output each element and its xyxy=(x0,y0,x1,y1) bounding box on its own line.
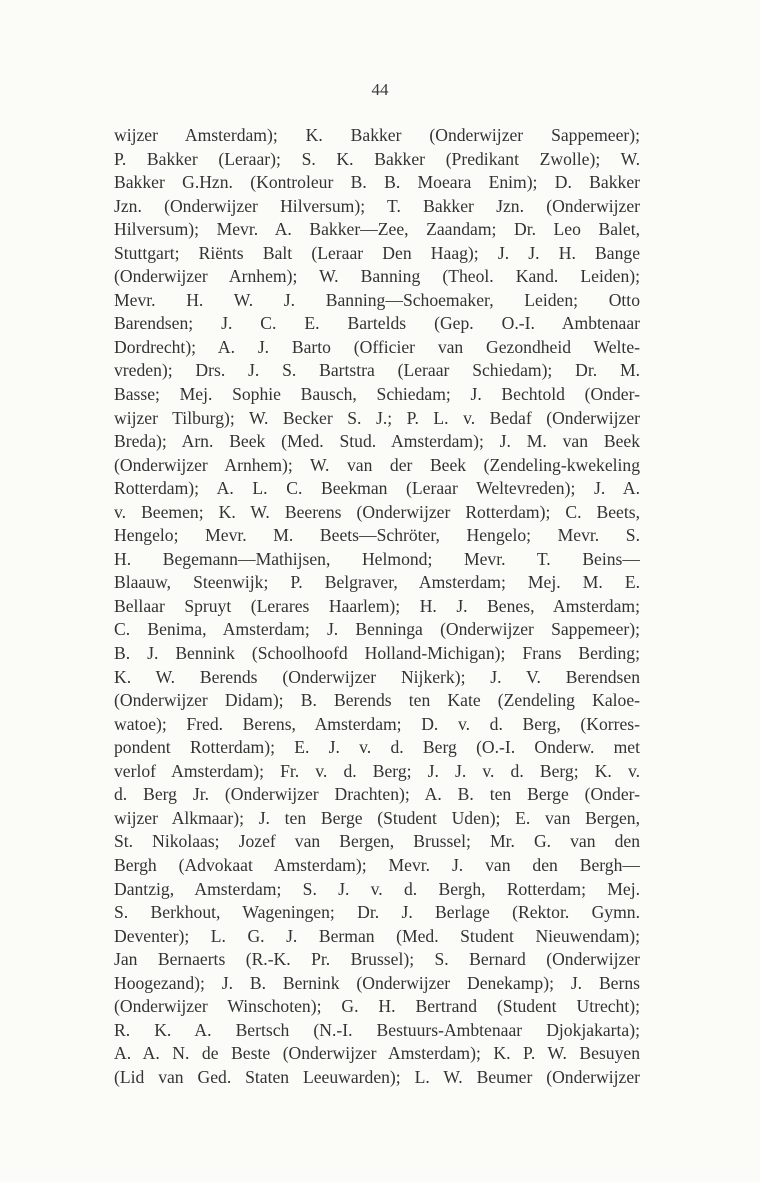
text-line: watoe); Fred. Berens, Amsterdam; D. v. d. Berg, (Korres- xyxy=(114,713,640,734)
text-line: St. Nikolaas; Jozef van Bergen, Brussel; Mr. G. van den xyxy=(114,831,640,852)
text-line: Deventer); L. G. J. Berman (Med. Student Nieuwendam); xyxy=(114,925,640,946)
text-line: Jzn. (Onderwijzer Hilversum); T. Bakker Jzn. (Onderwijzer xyxy=(114,195,640,216)
text-line: Rotterdam); A. L. C. Beekman (Leraar Weltevreden); J. A. xyxy=(114,478,640,499)
text-line: Breda); Arn. Beek (Med. Stud. Amsterdam); J. M. van Beek xyxy=(114,431,640,452)
text-line: Dordrecht); A. J. Barto (Officier van Gezondheid Welte- xyxy=(114,336,640,357)
text-line: B. J. Bennink (Schoolhoofd Holland-Michigan); Frans Berding; xyxy=(114,643,640,664)
text-line: (Onderwijzer Arnhem); W. Banning (Theol. Kand. Leiden); xyxy=(114,266,640,287)
text-line: Bergh (Advokaat Amsterdam); Mevr. J. van den Bergh— xyxy=(114,854,640,875)
text-line: wijzer Tilburg); W. Becker S. J.; P. L. v. Bedaf (Onderwijzer xyxy=(114,407,640,428)
text-line: Hilversum); Mevr. A. Bakker—Zee, Zaandam; Dr. Leo Balet, xyxy=(114,219,640,240)
text-line: S. Berkhout, Wageningen; Dr. J. Berlage (Rektor. Gymn. xyxy=(114,902,640,923)
text-line: Mevr. H. W. J. Banning—Schoemaker, Leiden; Otto xyxy=(114,289,640,310)
text-line: Blaauw, Steenwijk; P. Belgraver, Amsterdam; Mej. M. E. xyxy=(114,572,640,593)
text-line: d. Berg Jr. (Onderwijzer Drachten); A. B. ten Berge (Onder- xyxy=(114,784,640,805)
text-line: (Lid van Ged. Staten Leeuwarden); L. W. Beumer (Onderwijzer xyxy=(114,1066,640,1087)
text-line: H. Begemann—Mathijsen, Helmond; Mevr. T. Beins— xyxy=(114,548,640,569)
text-line: pondent Rotterdam); E. J. v. d. Berg (O.-I. Onderw. met xyxy=(114,737,640,758)
body-text xyxy=(114,124,640,1089)
text-line: Basse; Mej. Sophie Bausch, Schiedam; J. Bechtold (Onder- xyxy=(114,384,640,405)
text-line: Hengelo; Mevr. M. Beets—Schröter, Hengelo; Mevr. S. xyxy=(114,525,640,546)
text-line: Stuttgart; Riënts Balt (Leraar Den Haag); J. J. H. Bange xyxy=(114,242,640,263)
text-line: (Onderwijzer Winschoten); G. H. Bertrand (Student Utrecht); xyxy=(114,996,640,1017)
text-line: Bellaar Spruyt (Lerares Haarlem); H. J. Benes, Amsterdam; xyxy=(114,595,640,616)
text-line: (Onderwijzer Didam); B. Berends ten Kate (Zendeling Kaloe- xyxy=(114,690,640,711)
text-line: Dantzig, Amsterdam; S. J. v. d. Bergh, Rotterdam; Mej. xyxy=(114,878,640,899)
text-line: v. Beemen; K. W. Beerens (Onderwijzer Rotterdam); C. Beets, xyxy=(114,501,640,522)
text-line: wijzer Alkmaar); J. ten Berge (Student Uden); E. van Bergen, xyxy=(114,807,640,828)
text-line: verlof Amsterdam); Fr. v. d. Berg; J. J. v. d. Berg; K. v. xyxy=(114,760,640,781)
text-line: Jan Bernaerts (R.-K. Pr. Brussel); S. Bernard (Onderwijzer xyxy=(114,949,640,970)
text-line: C. Benima, Amsterdam; J. Benninga (Onderwijzer Sappemeer); xyxy=(114,619,640,640)
text-line: K. W. Berends (Onderwijzer Nijkerk); J. V. Berendsen xyxy=(114,666,640,687)
text-line: R. K. A. Bertsch (N.-I. Bestuurs-Ambtenaar Djokjakarta); xyxy=(114,1019,640,1040)
text-line: vreden); Drs. J. S. Bartstra (Leraar Schiedam); Dr. M. xyxy=(114,360,640,381)
text-line: A. A. N. de Beste (Onderwijzer Amsterdam); K. P. W. Besuyen xyxy=(114,1043,640,1064)
page-number: 44 xyxy=(371,80,389,99)
text-line: Bakker G.Hzn. (Kontroleur B. B. Moeara Enim); D. Bakker xyxy=(114,172,640,193)
text-line: (Onderwijzer Arnhem); W. van der Beek (Zendeling-kwekeling xyxy=(114,454,640,475)
text-line: Barendsen; J. C. E. Bartelds (Gep. O.-I. Ambtenaar xyxy=(114,313,640,334)
text-line: P. Bakker (Leraar); S. K. Bakker (Predikant Zwolle); W. xyxy=(114,148,640,169)
text-line: wijzer Amsterdam); K. Bakker (Onderwijzer Sappemeer); xyxy=(114,125,640,145)
text-line: Hoogezand); J. B. Bernink (Onderwijzer Denekamp); J. Berns xyxy=(114,972,640,993)
